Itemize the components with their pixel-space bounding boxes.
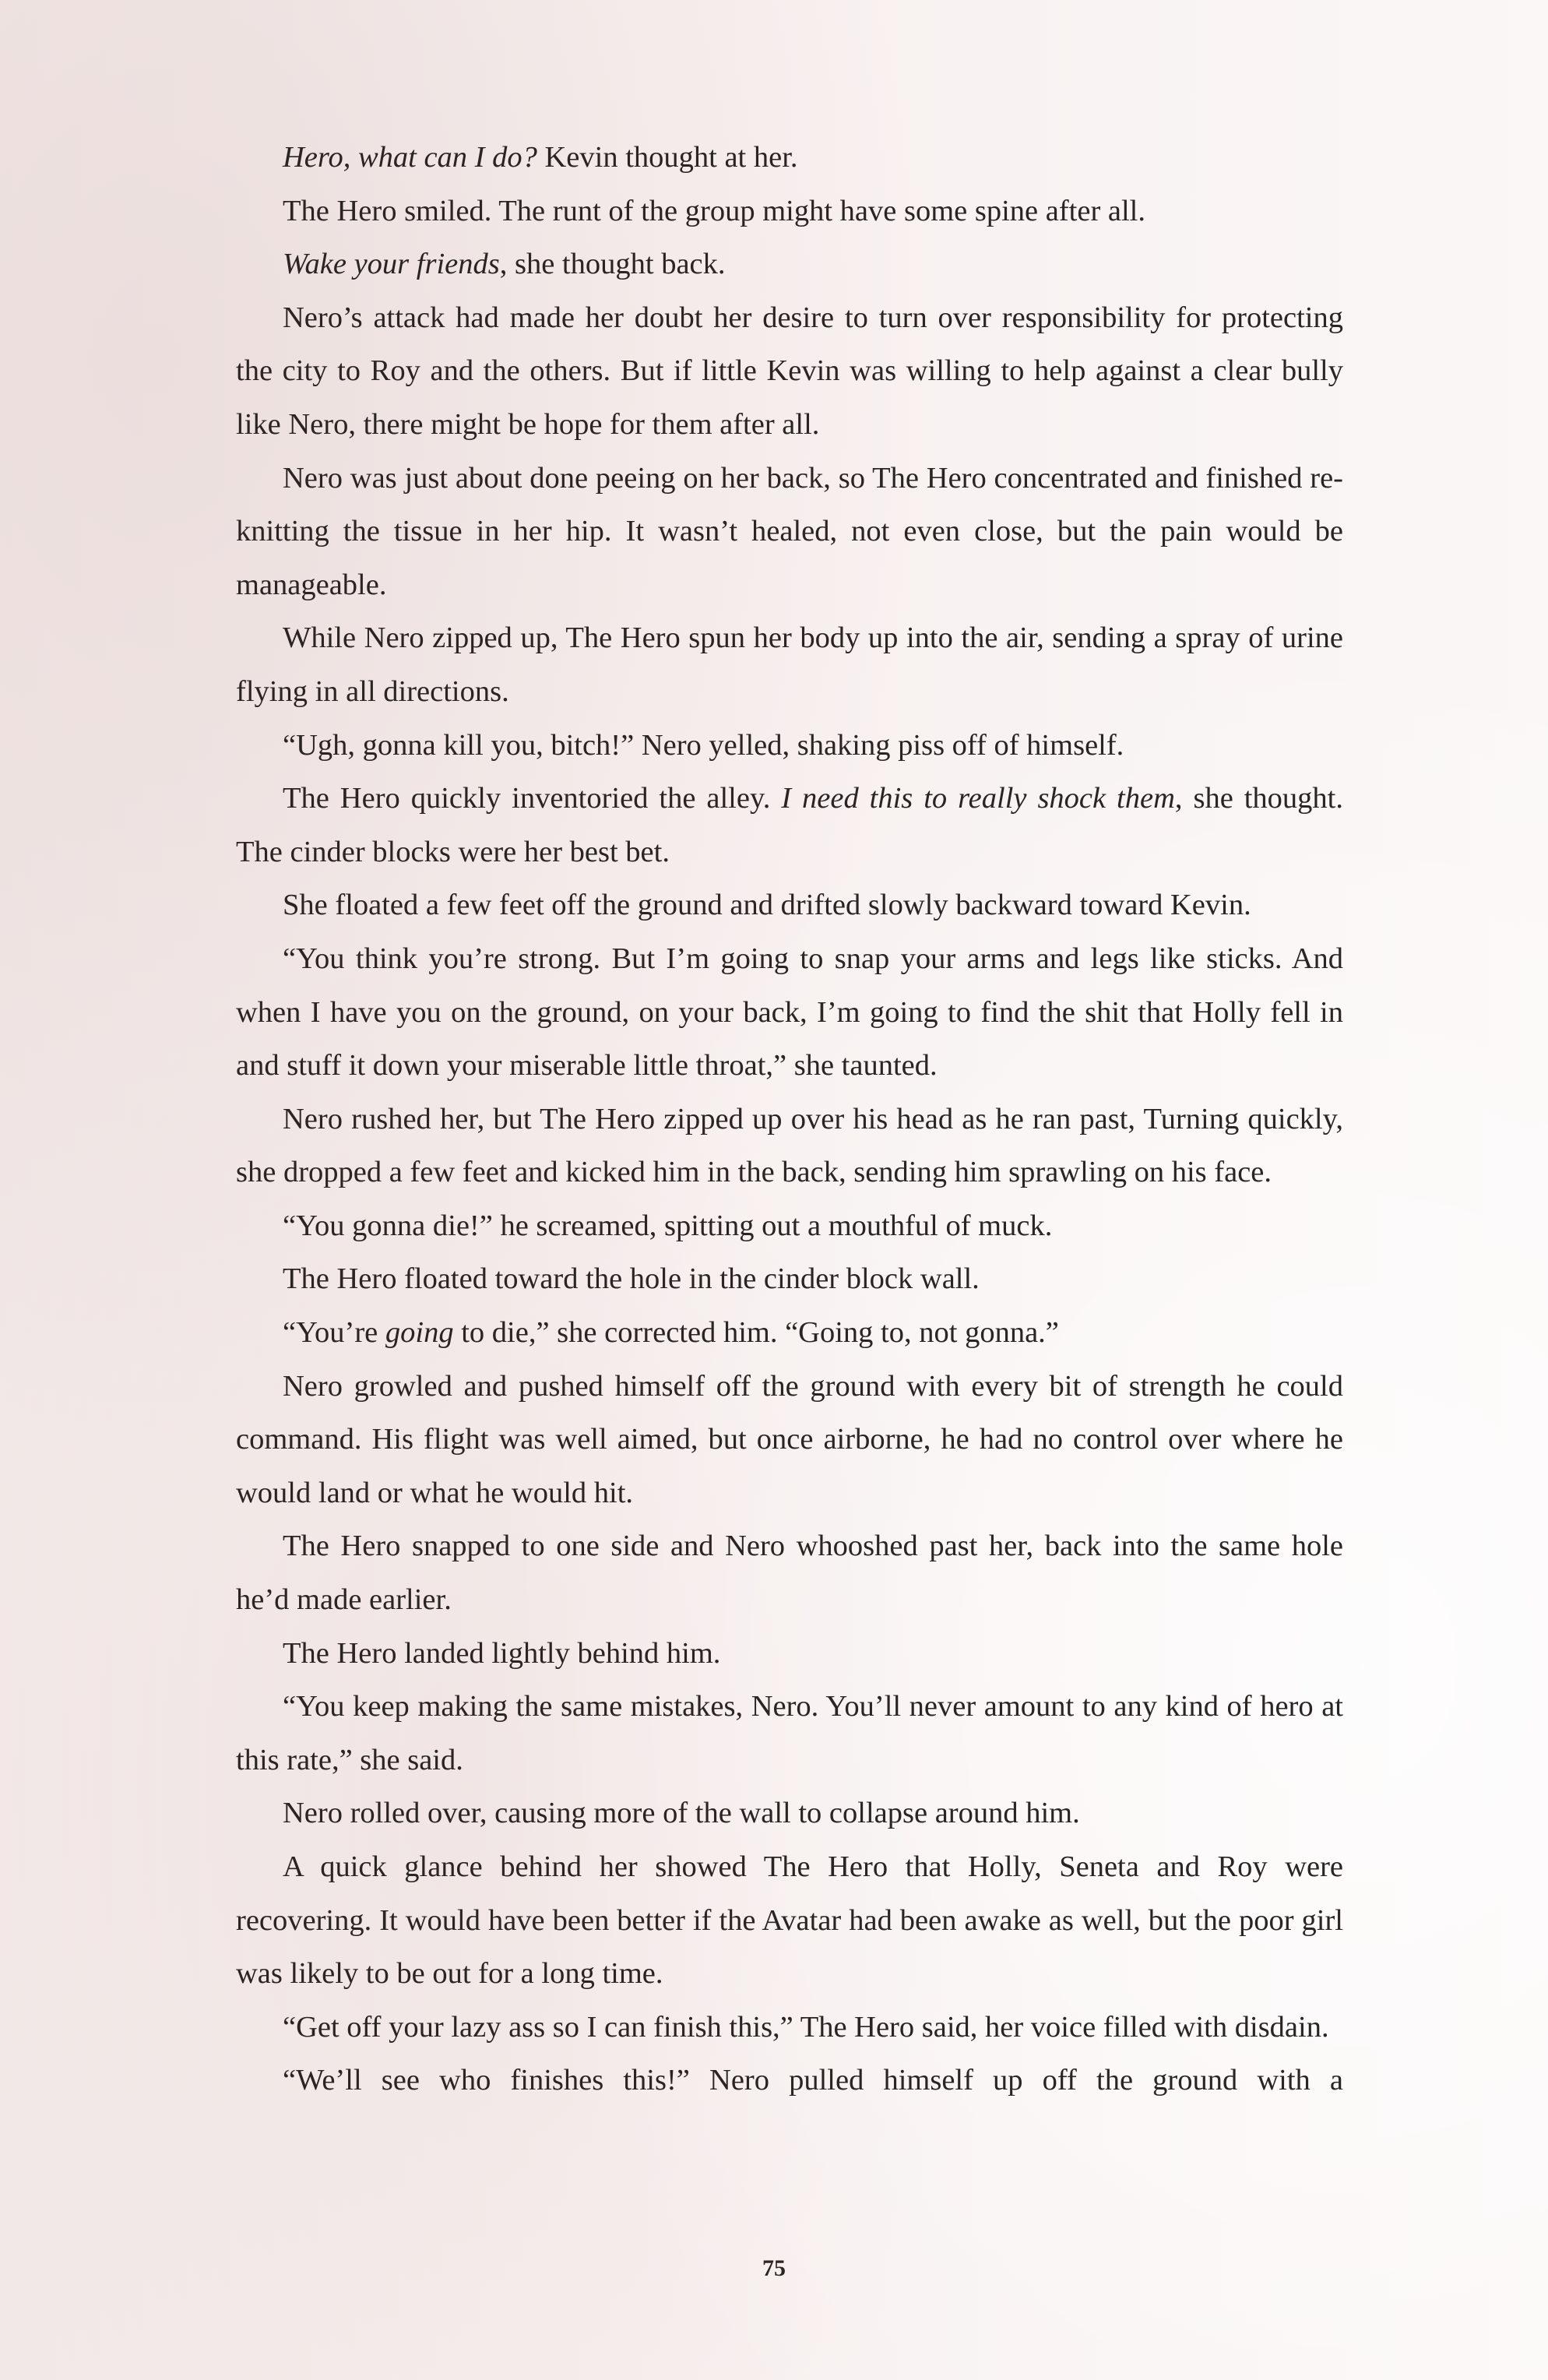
text-run: Nero growled and pushed himself off the ground with every bit of strength he could command. His flight was well aimed, but once airborne, he had no control over where he would land or what he would hit.	[236, 1369, 1343, 1509]
text-run: While Nero zipped up, The Hero spun her body up into the air, sending a spray of urine flying in all directions.	[236, 621, 1343, 708]
paragraph	[236, 1252, 1343, 1306]
text-run: “Get off your lazy ass so I can finish this,” The Hero said, her voice filled with disdain.	[283, 2010, 1329, 2044]
text-run: Nero’s attack had made her doubt her desire to turn over responsibility for protecting the city to Roy and the others. But if little Kevin was willing to help against a clear bully like Nero, there might be hope for them after all.	[236, 301, 1343, 441]
text-run: The Hero smiled. The runt of the group might have some spine after all.	[283, 194, 1146, 227]
paragraph	[236, 452, 1343, 612]
page-number: 75	[762, 2255, 786, 2281]
text-run: Nero rolled over, causing more of the wall to collapse around him.	[283, 1797, 1080, 1830]
paragraph	[236, 772, 1343, 878]
body-text	[236, 131, 1343, 2107]
text-run: A quick glance behind her showed The Hero that Holly, Seneta and Roy were recovering. It would have been better if the Avatar had been awake as well, but the poor girl was likely to be out for a long time.	[236, 1850, 1343, 1991]
paragraph	[236, 1360, 1343, 1520]
text-run: , she thought. The cinder blocks were her best bet.	[236, 782, 1343, 868]
paragraph	[236, 611, 1343, 718]
paragraph	[236, 2054, 1343, 2107]
text-run: “We’ll see who finishes this!” Nero pulled himself up off the ground with a	[283, 2064, 1343, 2097]
text-run: The Hero quickly inventoried the alley.	[283, 782, 782, 815]
paragraph	[236, 1627, 1343, 1681]
paragraph	[236, 1519, 1343, 1626]
text-run: The Hero floated toward the hole in the cinder block wall.	[283, 1262, 980, 1296]
text-run: “You’re	[283, 1316, 385, 1350]
paragraph	[236, 1199, 1343, 1253]
text-run: The Hero snapped to one side and Nero whooshed past her, back into the same hole he’d made earlier.	[236, 1530, 1343, 1617]
paragraph	[236, 1787, 1343, 1840]
italic-text: I need this to really shock them	[781, 782, 1175, 815]
paragraph	[236, 1306, 1343, 1360]
paragraph	[236, 131, 1343, 185]
text-run: Nero was just about done peeing on her back, so The Hero concentrated and finished re-knitting the tissue in her hip. It wasn’t healed, not even close, but the pain would be manageable.	[236, 461, 1343, 601]
text-run: “You gonna die!” he screamed, spitting out a mouthful of muck.	[283, 1209, 1053, 1242]
paragraph	[236, 719, 1343, 773]
italic-text: Hero, what can I do?	[283, 141, 537, 174]
italic-text: Wake your friends	[283, 248, 500, 281]
paragraph	[236, 238, 1343, 291]
text-run: , she thought back.	[499, 248, 726, 281]
paragraph	[236, 291, 1343, 452]
text-run: “You keep making the same mistakes, Nero. You’ll never amount to any kind of hero at this rate,” she said.	[236, 1690, 1343, 1776]
text-run: to die,” she corrected him. “Going to, not gonna.”	[453, 1316, 1059, 1350]
paragraph	[236, 1840, 1343, 2001]
text-run: “You think you’re strong. But I’m going to snap your arms and legs like sticks. And when I have you on the ground, on your back, I’m going to find the shit that Holly fell in and stuff it down your miserable little throat,” she taunted.	[236, 942, 1343, 1083]
paragraph	[236, 185, 1343, 238]
text-run: “Ugh, gonna kill you, bitch!” Nero yelled, shaking piss off of himself.	[283, 728, 1124, 762]
paragraph	[236, 1093, 1343, 1199]
paragraph	[236, 932, 1343, 1093]
text-run: Nero rushed her, but The Hero zipped up over his head as he ran past, Turning quickly, she dropped a few feet and kicked him in the back, sending him sprawling on his face.	[236, 1102, 1343, 1189]
italic-text: going	[385, 1316, 454, 1350]
text-run: Kevin thought at her.	[537, 141, 798, 174]
paragraph	[236, 2001, 1343, 2054]
text-run: The Hero landed lightly behind him.	[283, 1636, 721, 1670]
paragraph	[236, 1680, 1343, 1787]
text-run: She floated a few feet off the ground and drifted slowly backward toward Kevin.	[283, 889, 1251, 922]
paragraph	[236, 878, 1343, 932]
